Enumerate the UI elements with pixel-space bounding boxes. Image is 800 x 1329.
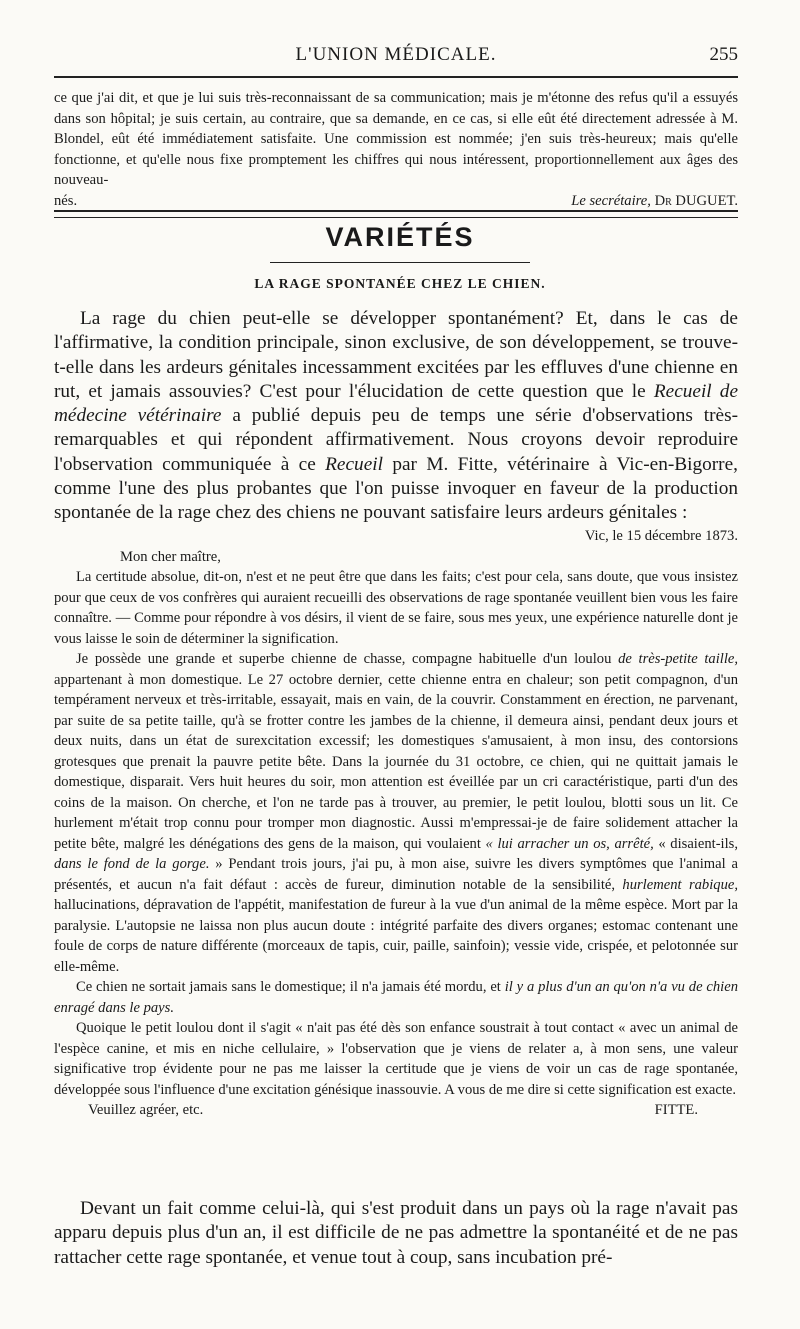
letter-paragraph-4: Quoique le petit loulou dont il s'agit « n'ait pas été dès son enfance soustrait à tout contact « avec un animal de l'espèce canine, et mis en niche cellulaire, » l'observation que je viens de relater a, à mon sens, une valeur significative trop évidente pour ne pas me laisser la certitude que je viens de voir un cas de rage spontanée, développée sous l'influence d'une excitation génésique inassouvie. A vous de me dire si cette signification est exacte. (54, 1020, 738, 1098)
letter-paragraph-2: Je possède une grande et superbe chienne de chasse, compagne habituelle d'un loulou de très-petite taille, appartenant à mon domestique. Le 27 octobre dernier, cette chienne entra en chaleur; son petit compagnon, d'un tempérament nerveux et très-irritable, essayait, mais en vain, de la couvrir. Constamment en érection, ne parvenant, par suite de sa petite taille, qu'à se frotter contre les jambes de la chienne, il demeura ainsi, pendant deux jours et deux nuits, dans un état de surexcitation excessif; les domestiques s'amusaient, à mon insu, des contorsions grotesques que prenait la pauvre petite bête. Dans la journée du 31 octobre, ce chien, qui ne quittait jamais le domestique, disparait. Vers huit heures du soir, mon attention est éveillée par un cri caractéristique, parti d'un des coins de la maison. On cherche, et l'on ne tarde pas à trouver, au premier, le petit loulou, blotti sous un lit. Ce hurlement m'était trop connu pour tromper mon diagnostic. Aussi m'empressai-je de faire solidement attacher la petite bête, malgré les dénégations des gens de la maison, qui voulaient « lui arracher un os, arrêté, « disaient-ils, dans le fond de la gorge. » Pendant trois jours, j'ai pu, à mon aise, suivre les divers symptômes que l'animal a présentés, et aucun n'a fait défaut : accès de fureur, diminution notable de la sensibilité, hurlement rabique, hallucinations, dépravation de l'appétit, manifestation de fureur à la vue d'un animal de la même espèce. Mort par la paralysie. L'autopsie ne laissa non plus aucun doute : intégrité parfaite des divers organes; estomac contenant une foule de corps de nature différente (morceaux de tapis, cuir, paille, sainfoin); vessie vide, crispée, et pelotonnée sur elle-même. (54, 651, 738, 975)
letter-closing-line (54, 1100, 738, 1121)
letter-signature: FITTE. (654, 1102, 698, 1118)
journal-name: Recueil de médecine vétérinaire (54, 380, 739, 427)
previous-article-text: ce que j'ai dit, et que je lui suis très-reconnaissant de sa communication; mais je m'étonne des refus qu'il a essuyés dans son hôpital; je suis certain, au contraire, que sa demande, en ce cas, si elle eût été directement adressée à M. Blondel, eût été immédiatement satisfaite. Une commission est nommée; j'en suis très-heureux; mais qu'elle fonctionne, et qu'elle nous fixe promptement les chiffres qui nous intéressent, proportionnellement aux âges des nouveau- (54, 90, 738, 188)
letter (54, 526, 738, 1121)
page-header (54, 40, 738, 78)
closing-section (54, 1197, 738, 1270)
signature-name: Dr DUGUET. (654, 192, 738, 209)
page-number: 255 (709, 44, 738, 65)
section-title: VARIÉTÉS (325, 222, 475, 252)
signature-line (54, 191, 738, 212)
title-underline (270, 262, 530, 263)
previous-article-end (54, 88, 738, 211)
intro-paragraph: La rage du chien peut-elle se développer spontanément? Et, dans le cas de l'affirmative, la condition principale, sinon exclusive, de son développement, se trouve-t-elle dans les ardeurs génitales incessamment excitées par les effluves d'une chienne en rut, et jamais assouvies? C'est pour l'élucidation de cette question que le Recueil de médecine vétérinaire a publié depuis peu de temps une série d'observations très-remarquables et qui répondent affirmativement. Nous croyons devoir reproduire l'observation communiquée à ce Recueil par M. Fitte, vétérinaire à Vic-en-Bigorre, comme l'une des plus probantes que l'on puisse invoquer en faveur de la production spontanée de la rage chez des chiens ne pouvant satisfaire leurs ardeurs génitales : (54, 308, 739, 524)
letter-closing: Veuillez agréer, etc. (88, 1102, 204, 1118)
intro-section (54, 307, 738, 526)
final-paragraph: Devant un fait comme celui-là, qui s'est produit dans un pays où la rage n'avait pas apparu depuis plus d'un an, il est difficile de ne pas admettre la spontanéité et de ne pas rattacher cette rage spontanée, et venue tout à coup, sans incubation pré- (54, 1198, 738, 1268)
letter-place-date: Vic, le 15 décembre 1873. (584, 528, 738, 544)
signature-role: Le secrétaire, (571, 192, 651, 209)
letter-paragraph-3: Ce chien ne sortait jamais sans le domestique; il n'a jamais été mordu, et il y a plus d'un an qu'on n'a vu de chien enragé dans le pays. (54, 979, 739, 1016)
journal-title: L'UNION MÉDICALE. (295, 44, 497, 65)
letter-salutation: Mon cher maître, (120, 548, 221, 565)
previous-article-paragraph (54, 88, 738, 191)
article-subtitle: LA RAGE SPONTANÉE CHEZ LE CHIEN. (254, 276, 546, 291)
letter-paragraph-1: La certitude absolue, dit-on, n'est et ne peut être que dans les faits; c'est pour cela, sans doute, que vous insistez pour que ceux de vos confrères qui auraient recueilli des observations de rage spontanée veuillent bien vous les faire connaître. — Comme pour répondre à vos désirs, il vient de se faire, sous mes yeux, une expérience naturelle dont je vous laisse le soin de déterminer la signification. (54, 569, 738, 647)
journal-short-name: Recueil (325, 453, 383, 475)
secretary-signature (571, 191, 738, 212)
last-word: nés. (54, 192, 78, 209)
section-divider (54, 210, 738, 218)
